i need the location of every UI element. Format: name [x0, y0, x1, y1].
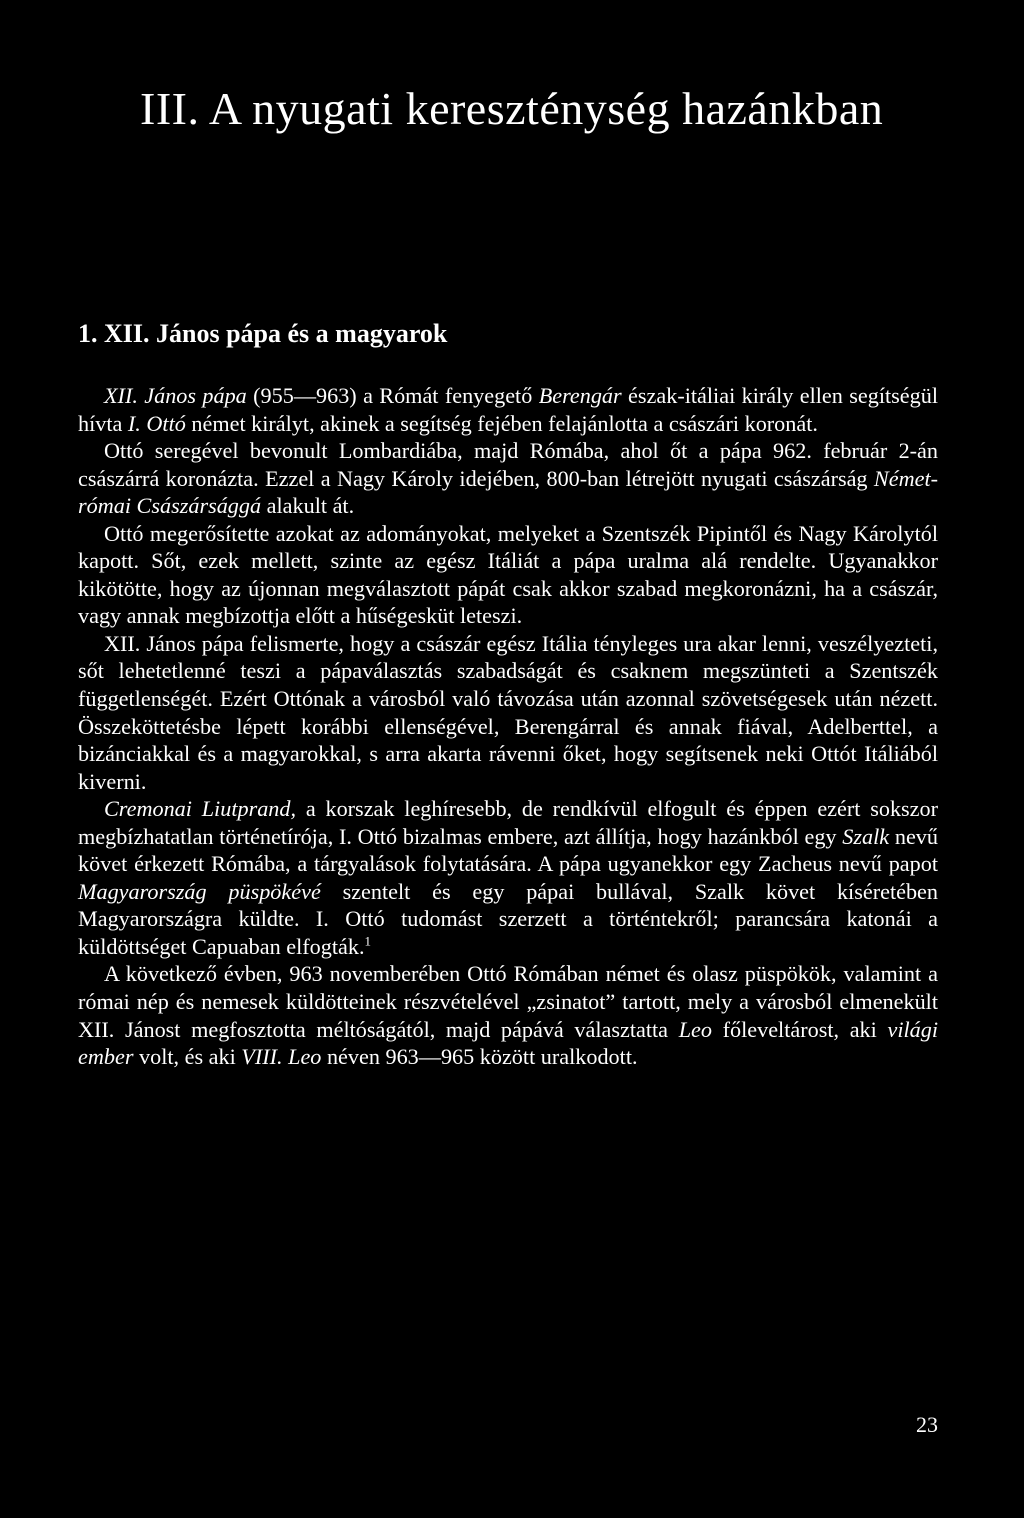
- text-run: német királyt, akinek a segítség fejében felajánlotta a császári koronát.: [185, 410, 818, 436]
- italic-text: Szalk: [842, 823, 890, 849]
- chapter-title: III. A nyugati kereszténység hazánkban: [140, 83, 884, 134]
- italic-text: Cremonai Liutprand,: [104, 796, 297, 822]
- text-run: néven 963—965 között uralkodott.: [321, 1044, 638, 1070]
- text-run: a korszak leghíresebb, de rendkívül elfogult és éppen ezért sokszor megbízhatatlan történetírója, I. Ottó bizalmas embere, azt állítja, hogy hazánkból egy: [78, 796, 938, 849]
- paragraph: [78, 437, 938, 520]
- text-run: volt, és aki: [133, 1044, 242, 1070]
- italic-text: VIII. Leo: [241, 1044, 322, 1070]
- book-page: [78, 0, 938, 1518]
- paragraph: [78, 795, 938, 960]
- italic-text: Berengár: [538, 383, 622, 408]
- text-run: Ottó megerősítette azokat az adományokat, melyeket a Szentszék Pipintől és Nagy Károlytól kapott. Sőt, ezek mellett, szinte az egész Itáliát a pápa uralma alá rendelte. Ugyanakkor kikötötte, hogy az újonnan megválasztott pápát csak akkor szabad megkoronázni, ha a császár, vagy annak megbízottja előtt a hűségesküt leteszi.: [78, 520, 938, 629]
- paragraph: [78, 520, 938, 630]
- text-run: nevű követ érkezett Rómába, a tárgyalások folytatására. A pápa ugyanekkor egy Zacheus nevű papot: [78, 823, 938, 877]
- italic-text: XII. János pápa: [104, 383, 247, 408]
- text-run: Ottó seregével bevonult Lombardiába, majd Rómába, ahol őt a pápa 962. február 2-án császárrá koronázta. Ezzel a Nagy Károly idejében, 800-ban létrejött nyugati császárság: [78, 438, 938, 491]
- footnote-mark: 1: [364, 933, 372, 949]
- section-title: 1. XII. János pápa és a magyarok: [78, 319, 448, 348]
- page-number: 23: [916, 1412, 938, 1437]
- paragraph: [78, 630, 938, 795]
- text-run: (955—963) a Rómát fenyegető: [246, 383, 539, 408]
- body-text: [78, 382, 938, 1071]
- italic-text: Magyarország püspökévé: [78, 878, 321, 904]
- text-run: A következő évben, 963 novemberében Ottó Rómában német és olasz püspökök, valamint a római nép és nemesek küldötteinek részvételével „zsinatot” tartott, mely a városból elmenekült XII. Jánost megfosztotta méltóságától, majd pápává választatta: [78, 961, 938, 1042]
- text-run: észak-itáliai király ellen segítségül hívta: [78, 383, 938, 436]
- italic-text: Német-római Császársággá: [78, 465, 938, 519]
- paragraph: [78, 382, 938, 437]
- italic-text: világi ember: [78, 1016, 938, 1070]
- text-run: XII. János pápa felismerte, hogy a császár egész Itália tényleges ura akar lenni, veszélyezteti, sőt lehetetlenné teszi a pápaválasztás szabadságát és csaknem megszünteti a Szentszék függetlenségét. Ezért Ottónak a városból való távozása után azonnal szövetségesek után nézett. Összeköttetésbe lépett korábbi ellenségével, Berengárral és annak fiával, Adelberttel, a bizánciakkal és a magyarokkal, s arra akarta rávenni őket, hogy segítsenek neki Ottót Itáliából kiverni.: [78, 630, 938, 794]
- paragraph: [78, 960, 938, 1070]
- text-run: alakult át.: [261, 493, 355, 519]
- italic-text: I. Ottó: [127, 410, 186, 436]
- text-run: szentelt és egy pápai bullával, Szalk követ kíséretében Magyarországra küldte. I. Ottó tudomást szerzett a történtekről; parancsára katonái a küldöttséget Capuaban elfogták.: [78, 878, 938, 959]
- text-run: főleveltárost, aki: [711, 1016, 888, 1042]
- italic-text: Leo: [678, 1016, 712, 1042]
